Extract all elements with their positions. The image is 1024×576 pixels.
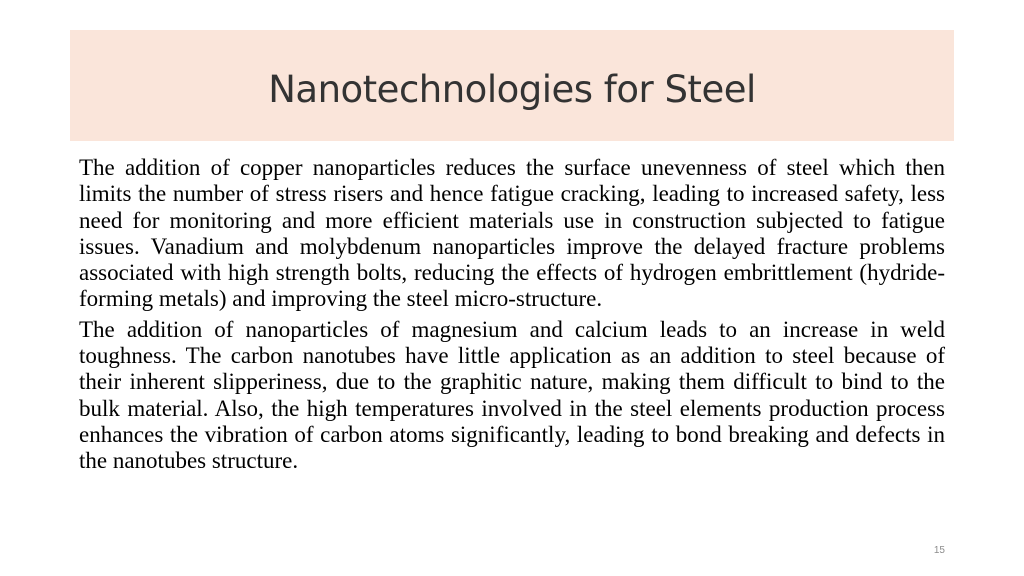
slide-title: Nanotechnologies for Steel xyxy=(268,68,756,111)
title-band xyxy=(70,30,954,141)
page-number: 15 xyxy=(933,545,945,556)
slide-body xyxy=(79,155,945,479)
body-paragraph-2: The addition of nanoparticles of magnesium and calcium leads to an increase in weld toughness. The carbon nanotubes have little application as an addition to steel because of their inherent slipperiness, due to the graphitic nature, making them difficult to bind to the bulk material. Also, the high temperatures involved in the steel elements production process enhances the vibration of carbon atoms significantly, leading to bond breaking and defects in the nanotubes structure. xyxy=(79,316,945,474)
body-paragraph-1: The addition of copper nanoparticles reduces the surface unevenness of steel which then limits the number of stress risers and hence fatigue cracking, leading to increased safety, less need for monitoring and more efficient materials use in construction subjected to fatigue issues. Vanadium and molybdenum nanoparticles improve the delayed fracture problems associated with high strength bolts, reducing the effects of hydrogen embrittlement (hydride-forming metals) and improving the steel micro-structure. xyxy=(79,155,945,312)
